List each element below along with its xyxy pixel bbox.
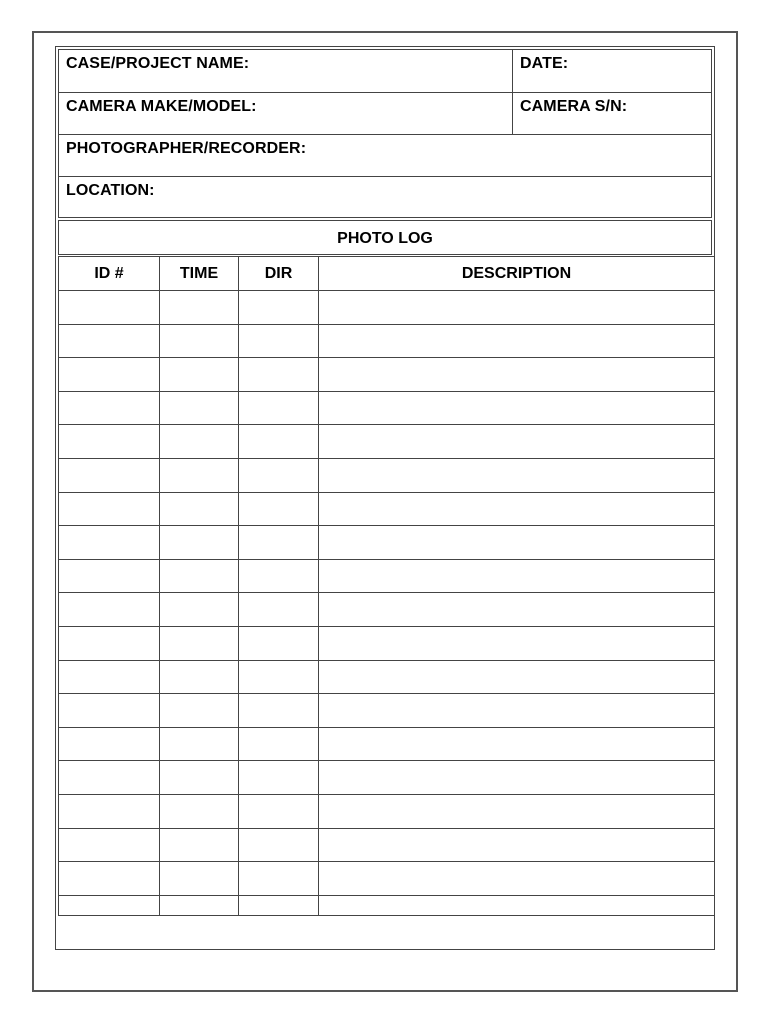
column-header-id: ID #: [59, 257, 160, 291]
dir-cell[interactable]: [239, 660, 319, 694]
dir-cell[interactable]: [239, 492, 319, 526]
description-cell[interactable]: [319, 694, 715, 728]
dir-cell[interactable]: [239, 895, 319, 915]
dir-cell[interactable]: [239, 291, 319, 325]
description-cell[interactable]: [319, 828, 715, 862]
date-field[interactable]: [512, 50, 711, 92]
description-cell[interactable]: [319, 391, 715, 425]
dir-cell[interactable]: [239, 761, 319, 795]
description-cell[interactable]: [319, 559, 715, 593]
id-cell[interactable]: [59, 828, 160, 862]
table-row: [59, 391, 715, 425]
dir-cell[interactable]: [239, 727, 319, 761]
column-header-dir: DIR: [239, 257, 319, 291]
photographer-recorder-field[interactable]: [59, 135, 711, 176]
id-cell[interactable]: [59, 761, 160, 795]
case-project-name-field[interactable]: [59, 50, 512, 92]
time-cell[interactable]: [160, 593, 239, 627]
description-cell[interactable]: [319, 794, 715, 828]
id-cell[interactable]: [59, 895, 160, 915]
description-cell[interactable]: [319, 458, 715, 492]
dir-cell[interactable]: [239, 559, 319, 593]
table-row: [59, 324, 715, 358]
id-cell[interactable]: [59, 694, 160, 728]
time-cell[interactable]: [160, 324, 239, 358]
table-row: [59, 458, 715, 492]
description-cell[interactable]: [319, 492, 715, 526]
id-cell[interactable]: [59, 425, 160, 459]
dir-cell[interactable]: [239, 626, 319, 660]
description-cell[interactable]: [319, 727, 715, 761]
table-row: [59, 895, 715, 915]
table-row: [59, 660, 715, 694]
table-row: [59, 492, 715, 526]
time-cell[interactable]: [160, 291, 239, 325]
photo-log-table: [58, 256, 715, 916]
table-row: [59, 526, 715, 560]
time-cell[interactable]: [160, 660, 239, 694]
dir-cell[interactable]: [239, 828, 319, 862]
case-project-name-label: CASE/PROJECT NAME:: [66, 55, 250, 72]
id-cell[interactable]: [59, 593, 160, 627]
table-row: [59, 727, 715, 761]
description-cell[interactable]: [319, 358, 715, 392]
description-cell[interactable]: [319, 626, 715, 660]
header-row-location: [58, 176, 712, 218]
header-row-case: [58, 49, 712, 92]
id-cell[interactable]: [59, 492, 160, 526]
time-cell[interactable]: [160, 458, 239, 492]
table-row: [59, 828, 715, 862]
id-cell[interactable]: [59, 862, 160, 896]
table-row: [59, 358, 715, 392]
dir-cell[interactable]: [239, 458, 319, 492]
description-cell[interactable]: [319, 291, 715, 325]
time-cell[interactable]: [160, 391, 239, 425]
id-cell[interactable]: [59, 324, 160, 358]
location-label: LOCATION:: [66, 182, 155, 199]
id-cell[interactable]: [59, 559, 160, 593]
time-cell[interactable]: [160, 862, 239, 896]
dir-cell[interactable]: [239, 593, 319, 627]
time-cell[interactable]: [160, 727, 239, 761]
header-row-camera: [58, 92, 712, 134]
description-cell[interactable]: [319, 425, 715, 459]
photo-log-form: [55, 46, 715, 950]
time-cell[interactable]: [160, 559, 239, 593]
description-cell[interactable]: [319, 895, 715, 915]
camera-make-model-label: CAMERA MAKE/MODEL:: [66, 98, 257, 115]
time-cell[interactable]: [160, 492, 239, 526]
camera-sn-field[interactable]: [512, 93, 711, 134]
id-cell[interactable]: [59, 358, 160, 392]
table-row: [59, 559, 715, 593]
time-cell[interactable]: [160, 761, 239, 795]
photo-log-header-row: [59, 257, 715, 291]
camera-make-model-field[interactable]: [59, 93, 512, 134]
id-cell[interactable]: [59, 291, 160, 325]
id-cell[interactable]: [59, 391, 160, 425]
id-cell[interactable]: [59, 727, 160, 761]
dir-cell[interactable]: [239, 324, 319, 358]
table-row: [59, 593, 715, 627]
time-cell[interactable]: [160, 794, 239, 828]
description-cell[interactable]: [319, 593, 715, 627]
dir-cell[interactable]: [239, 862, 319, 896]
table-row: [59, 425, 715, 459]
time-cell[interactable]: [160, 828, 239, 862]
time-cell[interactable]: [160, 694, 239, 728]
photo-log-body: [59, 291, 715, 916]
description-cell[interactable]: [319, 761, 715, 795]
header-row-photographer: [58, 134, 712, 176]
photo-log-title: PHOTO LOG: [58, 220, 712, 255]
column-header-time: TIME: [160, 257, 239, 291]
description-cell[interactable]: [319, 660, 715, 694]
table-row: [59, 761, 715, 795]
id-cell[interactable]: [59, 660, 160, 694]
dir-cell[interactable]: [239, 694, 319, 728]
dir-cell[interactable]: [239, 526, 319, 560]
table-row: [59, 626, 715, 660]
time-cell[interactable]: [160, 626, 239, 660]
table-row: [59, 794, 715, 828]
description-cell[interactable]: [319, 324, 715, 358]
time-cell[interactable]: [160, 425, 239, 459]
location-field[interactable]: [59, 177, 711, 217]
id-cell[interactable]: [59, 626, 160, 660]
id-cell[interactable]: [59, 794, 160, 828]
column-header-description: DESCRIPTION: [319, 257, 715, 291]
dir-cell[interactable]: [239, 794, 319, 828]
id-cell[interactable]: [59, 458, 160, 492]
description-cell[interactable]: [319, 526, 715, 560]
description-cell[interactable]: [319, 862, 715, 896]
time-cell[interactable]: [160, 358, 239, 392]
time-cell[interactable]: [160, 895, 239, 915]
dir-cell[interactable]: [239, 358, 319, 392]
date-label: DATE:: [520, 55, 569, 72]
dir-cell[interactable]: [239, 391, 319, 425]
camera-sn-label: CAMERA S/N:: [520, 98, 628, 115]
time-cell[interactable]: [160, 526, 239, 560]
table-row: [59, 291, 715, 325]
dir-cell[interactable]: [239, 425, 319, 459]
table-row: [59, 694, 715, 728]
id-cell[interactable]: [59, 526, 160, 560]
table-row: [59, 862, 715, 896]
photographer-recorder-label: PHOTOGRAPHER/RECORDER:: [66, 140, 307, 157]
